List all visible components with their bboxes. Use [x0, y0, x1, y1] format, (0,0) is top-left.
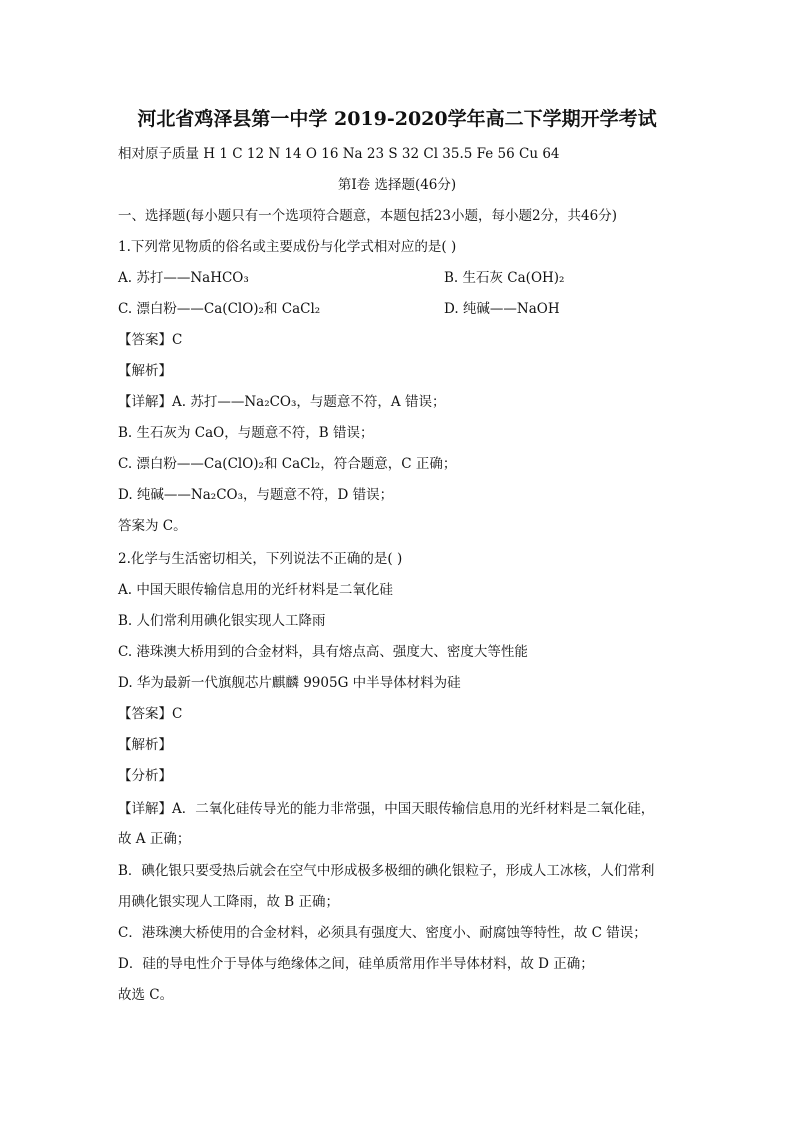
q1-answer: 【答案】C [118, 332, 183, 348]
q1-option-a: A. 苏打——NaHCO₃ [118, 270, 249, 286]
q2-detail-a-line2: 故 A 正确； [118, 831, 191, 847]
q1-option-d: D. 纯碱——NaOH [444, 301, 560, 317]
q2-fenxi-label: 【分析】 [118, 768, 172, 784]
q1-detail-b: B. 生石灰为 CaO，与题意不符，B 错误； [118, 425, 374, 441]
q1-detail-a: 【详解】A. 苏打——Na₂CO₃，与题意不符，A 错误； [118, 394, 446, 410]
section-title: 第Ⅰ卷 选择题(46分) [337, 177, 457, 193]
section-intro: 一、选择题(每小题只有一个选项符合题意，本题包括23小题，每小题2分，共46分) [118, 208, 617, 224]
q1-option-b: B. 生石灰 Ca(OH)₂ [444, 270, 565, 286]
q2-detail-b-line2: 用碘化银实现人工降雨，故 B 正确； [118, 894, 340, 910]
q2-detail-b-line1: B．碘化银只要受热后就会在空气中形成极多极细的碘化银粒子，形成人工冰核，人们常利 [118, 863, 655, 879]
q1-option-c: C. 漂白粉——Ca(ClO)₂和 CaCl₂ [118, 301, 321, 317]
atomic-mass-line: 相对原子质量 H 1 C 12 N 14 O 16 Na 23 S 32 Cl 35.5 Fe 56 Cu 64 [118, 146, 560, 162]
q2-option-a: A. 中国天眼传输信息用的光纤材料是二氧化硅 [118, 582, 393, 598]
q2-detail-d: D．硅的导电性介于导体与绝缘体之间，硅单质常用作半导体材料，故 D 正确； [118, 956, 594, 972]
q2-conclusion: 故选 C。 [118, 987, 174, 1003]
q1-analysis-label: 【解析】 [118, 363, 172, 379]
q2-analysis-label: 【解析】 [118, 737, 172, 753]
q2-option-c: C. 港珠澳大桥用到的合金材料，具有熔点高、强度大、密度大等性能 [118, 644, 528, 660]
document-title: 河北省鸡泽县第一中学 2019-2020学年高二下学期开学考试 [137, 108, 657, 130]
q2-answer: 【答案】C [118, 706, 183, 722]
q2-detail-c: C．港珠澳大桥使用的合金材料，必须具有强度大、密度小、耐腐蚀等特性，故 C 错误； [118, 925, 647, 941]
q2-stem: 2.化学与生活密切相关，下列说法不正确的是( ) [118, 551, 403, 567]
q2-detail-a-line1: 【详解】A．二氧化硅传导光的能力非常强，中国天眼传输信息用的光纤材料是二氧化硅， [118, 801, 655, 817]
q2-option-b: B. 人们常利用碘化银实现人工降雨 [118, 613, 326, 629]
q1-detail-d: D. 纯碱——Na₂CO₃，与题意不符，D 错误； [118, 487, 394, 503]
q1-detail-c: C. 漂白粉——Ca(ClO)₂和 CaCl₂，符合题意，C 正确； [118, 456, 457, 472]
q2-option-d: D. 华为最新一代旗舰芯片麒麟 9905G 中半导体材料为硅 [118, 675, 461, 691]
q1-stem: 1.下列常见物质的俗名或主要成份与化学式相对应的是( ) [118, 239, 457, 255]
q1-conclusion: 答案为 C。 [118, 518, 187, 534]
